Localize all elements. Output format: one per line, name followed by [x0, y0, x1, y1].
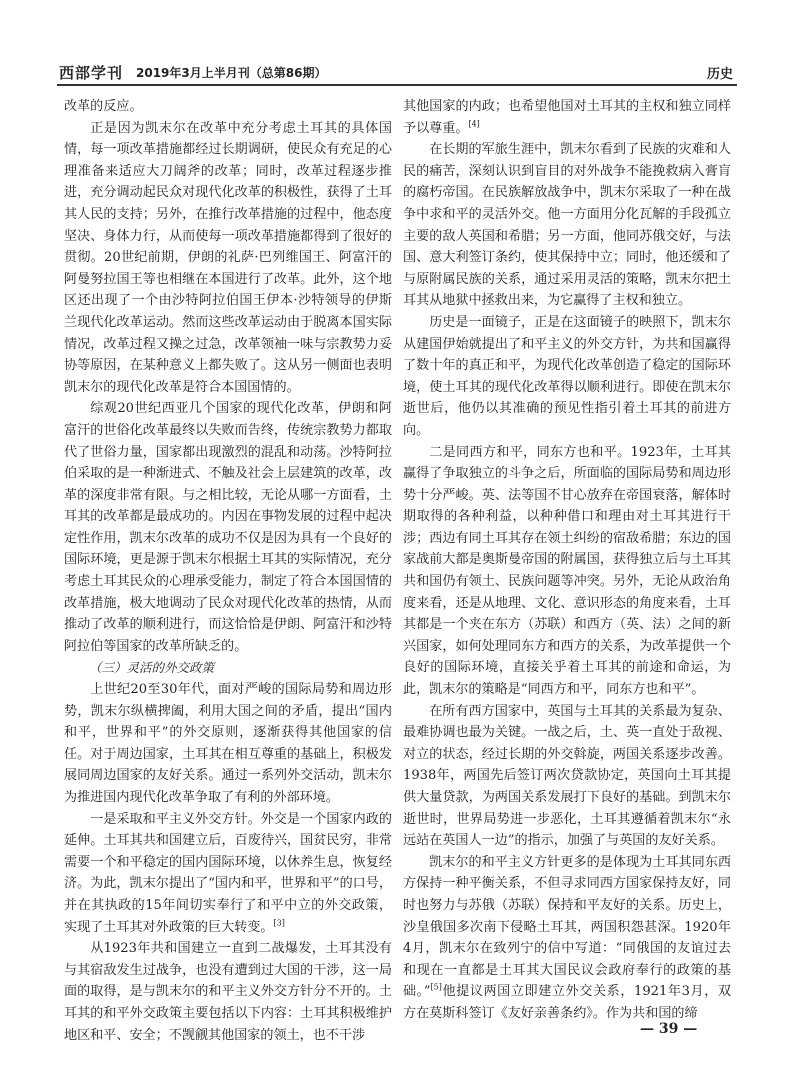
paragraph-text: 在所有西方国家中，英国与土耳其的关系最为复杂、最难协调也最为关键。一战之后，土、英一直处于敌视、对立的状态，经过长期的外交斡旋，两国关系逐步改善。1938年，两国先后签订两次贷款协定，英国向土耳其提供大量贷款，为两国关系发展打下良好的基础。到凯末尔逝世时，世界局势进一步恶化，土耳其遵循着凯末尔“永远站在英国人一边”的指示，加强了与英国的友好关系。 — [403, 703, 731, 849]
body-paragraph — [64, 679, 392, 809]
body-paragraph — [403, 701, 731, 852]
journal-masthead: 西部学刊 — [59, 64, 124, 82]
paragraph-text: 一是采取和平主义外交方针。外交是一个国家内政的延伸。土耳其共和国建立后，百废待兴，国贫民穷，非常需要一个和平稳定的国内国际环境，以休养生息，恢复经济。为此，凯末尔提出了“国内和平，世界和平”的口号，并在其执政的15年间切实奉行了和平中立的外交政策，实现了土耳其对外政策的巨大转变。 — [64, 811, 392, 935]
body-paragraph — [403, 852, 731, 1025]
paragraph-text: 从1923年共和国建立一直到二战爆发，土耳其没有与其宿敌发生过战争，也没有遭到过大国的干涉，这一局面的取得，是与凯末尔的和平主义外交方针分不开的。土耳其的和平外交政策主要包括以下内容：土耳其积极维护地区和平、安全；不觊觎其他国家的领土，也不干涉 — [64, 941, 392, 1043]
citation-mark: [3] — [273, 918, 285, 928]
citation-mark: [4] — [468, 119, 480, 129]
paragraph-text: 改革的反应。 — [64, 99, 143, 114]
paragraph-text: 其他国家的内政；也希望他国对土耳其的主权和独立同样予以尊重。 — [403, 99, 731, 136]
body-paragraph — [64, 118, 392, 399]
body-paragraph — [64, 809, 392, 939]
section-title: 历史 — [706, 67, 733, 82]
paragraph-text: 二是同西方和平，同东方也和平。1923年，土耳其赢得了争取独立的斗争之后，所面临的国际局势和周边形势十分严峻。英、法等国不甘心放弃在帝国衰落，解体时期取得的各种利益，以种种借口和理由对土耳其进行干涉；西边有同土耳其存在领土纠纷的宿敌希腊；东边的国家战前大都是奥斯曼帝国的附属国，获得独立后与土耳其共和国仍有领土、民族问题等冲突。另外，无论从政治角度来看，还是从地理、文化、意识形态的角度来看，土耳其都是一个夹在东方（苏联）和西方（英、法）之间的新兴国家，如何处理同东方和西方的关系，为改革提供一个良好的国际环境，直接关乎着土耳其的前途和命运，为此，凯末尔的策略是“同西方和平，同东方也和平”。 — [403, 444, 731, 698]
paragraph-text: 凯末尔的和平主义方针更多的是体现为土耳其同东西方保持一种平衡关系，不但寻求同西方国家保持友好，同时也努力与苏俄（苏联）保持和平友好的关系。历史上，沙皇俄国多次南下侵略土耳其，两国积怨甚深。1920年4月，凯末尔在致列宁的信中写道：“同俄国的友谊过去和现在一直都是土耳其大国民议会政府奉行的政策的基础。” — [403, 854, 731, 1000]
paragraph-text: 综观20世纪西亚几个国家的现代化改革，伊朗和阿富汗的世俗化改革最终以失败而告终，传统宗教势力都取代了世俗力量，国家都出现激烈的混乱和动荡。沙特阿拉伯采取的是一种渐进式、不触及社会上层建筑的改革，改革的深度非常有限。与之相比较，无论从哪一方面看，土耳其的改革都是最成功的。内因在事物发展的过程中起决定性作用，凯末尔改革的成功不仅是因为具有一个良好的国际环境，更是源于凯末尔根据土耳其的实际情况，充分考虑土耳其民众的心理承受能力，制定了符合本国国情的改革措施，极大地调动了民众对现代化改革的热情，从而推动了改革的顺利进行，而这恰恰是伊朗、阿富汗和沙特阿拉伯等国家的改革所缺乏的。 — [64, 401, 392, 654]
paragraph-text: 历史是一面镜子，正是在这面镜子的映照下，凯末尔从建国伊始就提出了和平主义的外交方针，为共和国赢得了数十年的真正和平，为现代化改革创造了稳定的国际环境，使土耳其的现代化改革得以顺利进行。即使在凯末尔逝世后，他仍以其准确的预见性指引着土耳其的前进方向。 — [403, 314, 731, 438]
page-number: — 39 — — [640, 1021, 698, 1037]
body-paragraph — [403, 442, 731, 701]
subsection-heading — [64, 657, 392, 679]
body-paragraph — [403, 139, 731, 312]
paragraph-text: 在长期的军旅生涯中，凯末尔看到了民族的灾难和人民的痛苦，深刻认识到盲目的对外战争不能挽救病入膏肓的腐朽帝国。在民族解放战争中，凯末尔采取了一种在战争中求和平的灵活外交。他一方面用分化瓦解的手段孤立主要的敌人英国和希腊；另一方面，他同苏俄交好，与法国、意大利签订条约，使其保持中立；同时，他还缓和了与原附属民族的关系，通过采用灵活的策略，凯末尔把土耳其从地狱中拯救出来，为它赢得了主权和独立。 — [403, 142, 731, 309]
body-paragraph — [64, 96, 392, 118]
paragraph-text: 上世纪20至30年代，面对严峻的国际局势和周边形势，凯末尔纵横捭阖，利用大国之间的矛盾，提出“国内和平，世界和平”的外交原则，逐渐获得其他国家的信任。对于周边国家，土耳其在相互尊重的基础上，积极发展同周边国家的友好关系。通过一系列外交活动，凯末尔为推进国内现代化改革争取了有利的外部环境。 — [64, 682, 392, 805]
body-paragraph — [64, 398, 392, 657]
issue-info: 2019年3月上半月刊（总第86期） — [136, 66, 327, 80]
page-header — [57, 58, 737, 86]
citation-mark: [5] — [430, 982, 442, 992]
body-paragraph — [403, 96, 731, 139]
left-column — [64, 96, 392, 1046]
paragraph-text: （三）灵活的外交政策 — [89, 660, 215, 676]
body-paragraph — [403, 312, 731, 442]
body-paragraph — [64, 938, 392, 1046]
paragraph-text-tail: 他提议两国立即建立外交关系，1921年3月，双方在莫斯科签订《友好亲善条约》。作为共和国的缔 — [403, 984, 731, 1021]
right-column — [403, 96, 731, 1025]
paragraph-text: 正是因为凯末尔在改革中充分考虑土耳其的具体国情，每一项改革措施都经过长期调研，使民众有充足的心理准备来适应大刀阔斧的改革；同时，改革过程逐步推进，充分调动起民众对现代化改革的积极性，获得了土耳其人民的支持；另外，在推行改革措施的过程中，他态度坚决、身体力行，从而使每一项改革措施都得到了很好的贯彻。20世纪前期，伊朗的礼萨·巴列维国王、阿富汗的阿曼努拉国王等也相继在本国进行了改革。此外，这个地区还出现了一个由沙特阿拉伯国王伊本·沙特领导的伊斯兰现代化改革运动。然而这些改革运动由于脱离本国实际情况，改革过程又操之过急，改革领袖一味与宗教势力妥协等原因，在某种意义上都失败了。这从另一侧面也表明凯末尔的现代化改革是符合本国国情的。 — [64, 120, 392, 395]
